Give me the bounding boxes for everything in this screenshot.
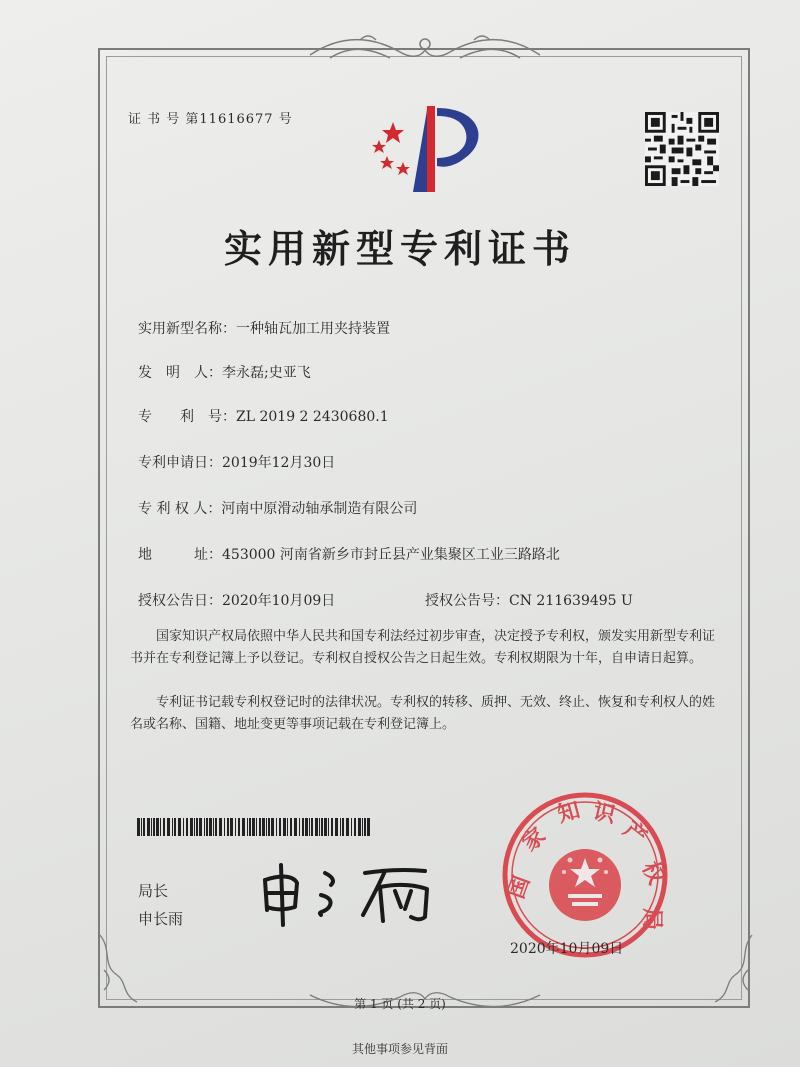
field-value: 2019年12月30日 — [222, 455, 336, 471]
svg-text:识: 识 — [590, 798, 618, 829]
field-value: ZL 2019 2 2430680.1 — [236, 409, 389, 425]
official-seal-icon — [500, 790, 670, 960]
field-label: 实用新型名称： — [138, 321, 236, 337]
field-value: 河南中原滑动轴承制造有限公司 — [221, 501, 418, 517]
field-label: 授权公告号： — [425, 593, 509, 609]
legal-paragraph-2: 专利证书记载专利权登记时的法律状况。专利权的转移、质押、无效、终止、恢复和专利权人的姓名或名称、国籍、地址变更等事项记载在专利登记簿上。 — [130, 695, 716, 732]
field-grant-date — [138, 590, 335, 610]
field-value: 453000 河南省新乡市封丘县产业集聚区工业三路路北 — [222, 547, 560, 563]
field-label: 发 明 人： — [138, 365, 222, 381]
field-value: 2020年10月09日 — [222, 593, 336, 609]
certificate-title: 实用新型专利证书 — [223, 226, 576, 271]
field-utility-model-name — [138, 318, 390, 338]
field-patent-number — [138, 406, 389, 426]
top-ornament-icon — [300, 30, 550, 70]
field-address — [138, 544, 560, 564]
page-number: 第 1 页 (共 2 页) — [354, 997, 446, 1011]
svg-text:国: 国 — [503, 872, 536, 903]
field-label: 地 址： — [138, 547, 222, 563]
footer-note: 其他事项参见背面 — [351, 1042, 448, 1056]
signature-icon — [255, 855, 445, 930]
field-label: 专 利 号： — [138, 409, 236, 425]
svg-text:局: 局 — [639, 908, 665, 931]
field-value: 李永磊;史亚飞 — [222, 365, 311, 381]
field-patentee — [138, 498, 417, 518]
legal-paragraph-1: 国家知识产权局依照中华人民共和国专利法经过初步审查，决定授予专利权，颁发实用新型专利证书并在专利登记簿上予以登记。专利权自授权公告之日起生效。专利权期限为十年，自申请日起算。 — [130, 629, 716, 666]
svg-text:知: 知 — [554, 796, 583, 828]
svg-text:产: 产 — [618, 816, 652, 851]
field-filing-date — [138, 452, 335, 472]
svg-text:权: 权 — [636, 857, 670, 889]
certificate-number: 证 书 号 第11616677 号 — [128, 112, 293, 127]
signer-name: 申长雨 — [138, 910, 184, 928]
barcode-icon — [137, 818, 372, 836]
svg-text:家: 家 — [517, 822, 551, 857]
signer-title: 局长 — [138, 882, 169, 900]
qr-code-icon — [645, 112, 719, 186]
field-value: CN 211639495 U — [509, 593, 633, 609]
field-value: 一种轴瓦加工用夹持装置 — [236, 321, 390, 337]
seal-date: 2020年10月09日 — [510, 941, 624, 957]
field-inventor — [138, 362, 311, 382]
field-label: 专利申请日： — [138, 455, 222, 471]
cnipa-logo-icon — [365, 100, 495, 195]
field-label: 专 利 权 人： — [138, 501, 222, 517]
field-grant-number — [425, 590, 633, 610]
field-label: 授权公告日： — [138, 593, 222, 609]
